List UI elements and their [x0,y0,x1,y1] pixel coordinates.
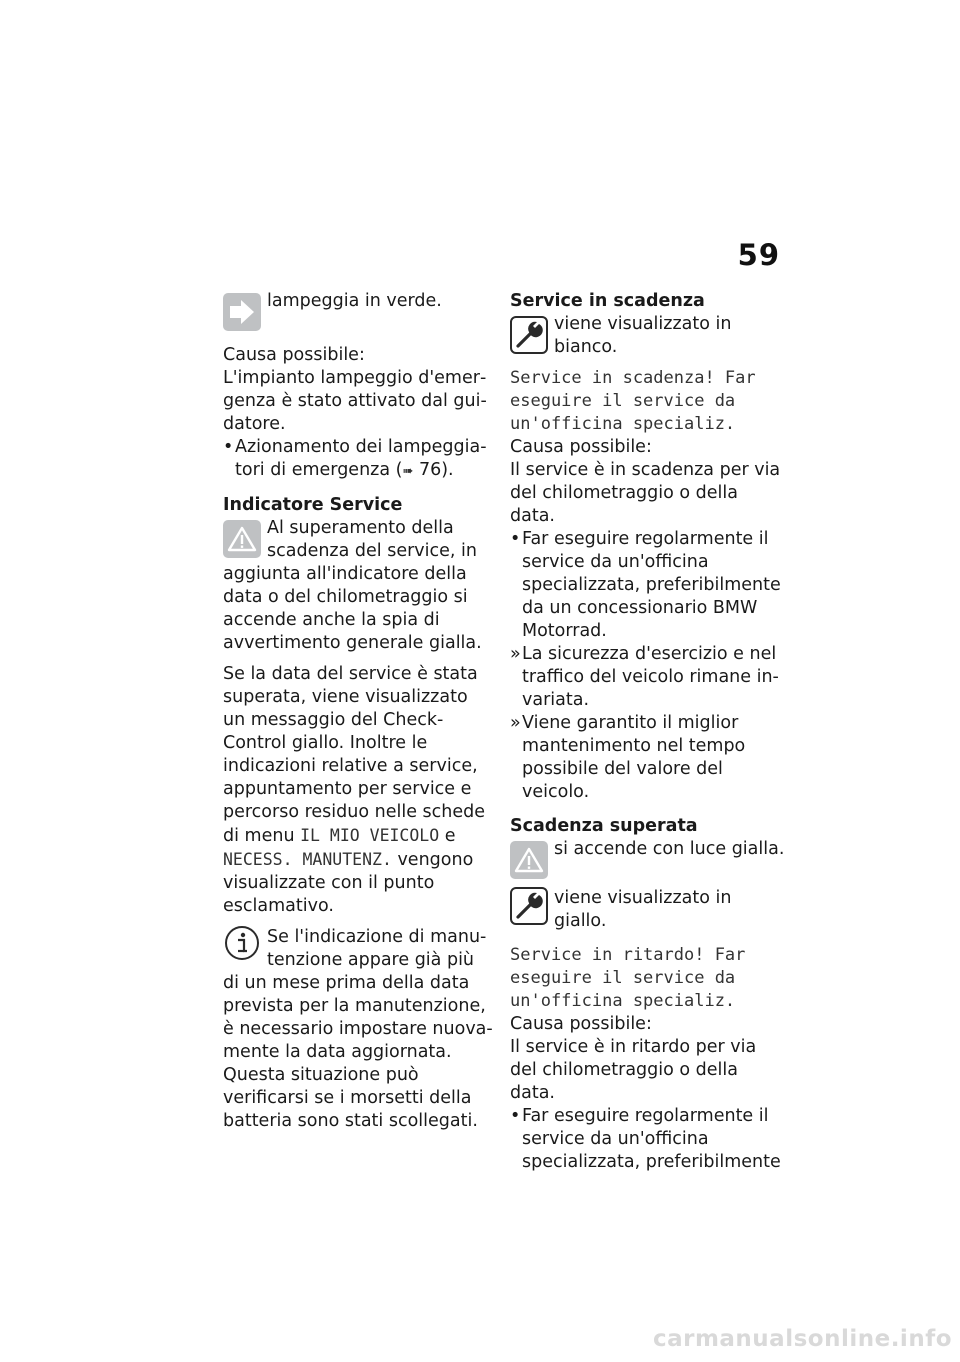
and-word: e [439,826,456,846]
page-ref[interactable]: 76 [418,460,442,480]
cause-label: Causa possibile: [223,345,365,365]
overdue-bullet: • Far eseguire regolarmente il service da un'officina specializzata, preferibilmente [510,1105,785,1174]
page-ref-arrow-icon: ➠ [402,464,414,479]
info-note: Se l'indicazione di manutenzione appare già più di un mese prima della data prevista per la manutenzione, è necessario impostare nuovamente la data aggiornata. Questa situazione può verificarsi se i morsetti della batteria sono stati scollegati. [223,927,493,1131]
menu-necess-manutenz: NECESS. MANUTENZ. [223,850,392,869]
bullet-text: Azionamento dei lampeggiatori di emergenza ( [235,437,487,480]
warning-triangle-icon [223,520,261,558]
hazard-arrow-icon [223,293,261,331]
info-icon [223,924,261,962]
overdue-message: Service in ritardo! Far eseguire il service da un'officina specializ. [510,945,746,1011]
due-cause-text: Il service è in scadenza per via del chilometraggio o della data. [510,460,781,526]
due-result-1: » La sicurezza d'esercizio e nel traffico del veicolo rimane invariata. [510,643,785,712]
overdue-icon-text: viene visualizzato in giallo. [554,888,732,931]
right-column [510,290,785,1174]
overdue-cause-label: Causa possibile: [510,1014,652,1034]
service-para-1: Al superamento della scadenza del service, in aggiunta all'indicatore della data o del chilometraggio si accende anche la spia di avvertimento generale gialla. [223,518,482,653]
due-cause-label: Causa possibile: [510,437,652,457]
overdue-warn-text: si accende con luce gialla. [554,839,785,859]
page-number: 59 [737,238,780,272]
watermark: carmanualsonline.info [652,1326,952,1352]
overdue-cause-text: Il service è in ritardo per via del chilometraggio o della data. [510,1037,757,1103]
service-indicator-heading: Indicatore Service [223,495,403,515]
service-para-2 [223,663,493,918]
overdue-heading: Scadenza superata [510,816,698,836]
wrench-icon [510,887,548,925]
service-due-icon-text: viene visualizzato in bianco. [554,314,732,357]
warning-triangle-icon [510,841,548,879]
due-bullet: • Far eseguire regolarmente il service da un'officina specializzata, preferibilmente da un concessionario BMW Motorrad. [510,528,785,643]
service-para-2-end: vengono visualizzate con il punto esclamativo. [223,850,474,916]
hazard-bullet [223,436,493,483]
service-para-2-start: Se la data del service è stata superata, viene visualizzato un messaggio del Check-Control giallo. Inoltre le indicazioni relative a service, appuntamento per service e percorso residuo nelle schede di menu [223,664,486,846]
wrench-icon [510,316,548,354]
menu-il-mio-veicolo: IL MIO VEICOLO [300,826,440,845]
cause-text: L'impianto lampeggio d'emergenza è stato attivato dal guidatore. [223,368,487,434]
bullet-tail: ). [441,460,454,480]
left-column [223,290,493,1133]
service-due-message: Service in scadenza! Far eseguire il service da un'officina specializ. [510,368,756,434]
service-due-heading: Service in scadenza [510,291,705,311]
due-result-2: » Viene garantito il miglior mantenimento nel tempo possibile del valore del veicolo. [510,712,785,804]
hazard-text: lampeggia in verde. [267,291,442,311]
